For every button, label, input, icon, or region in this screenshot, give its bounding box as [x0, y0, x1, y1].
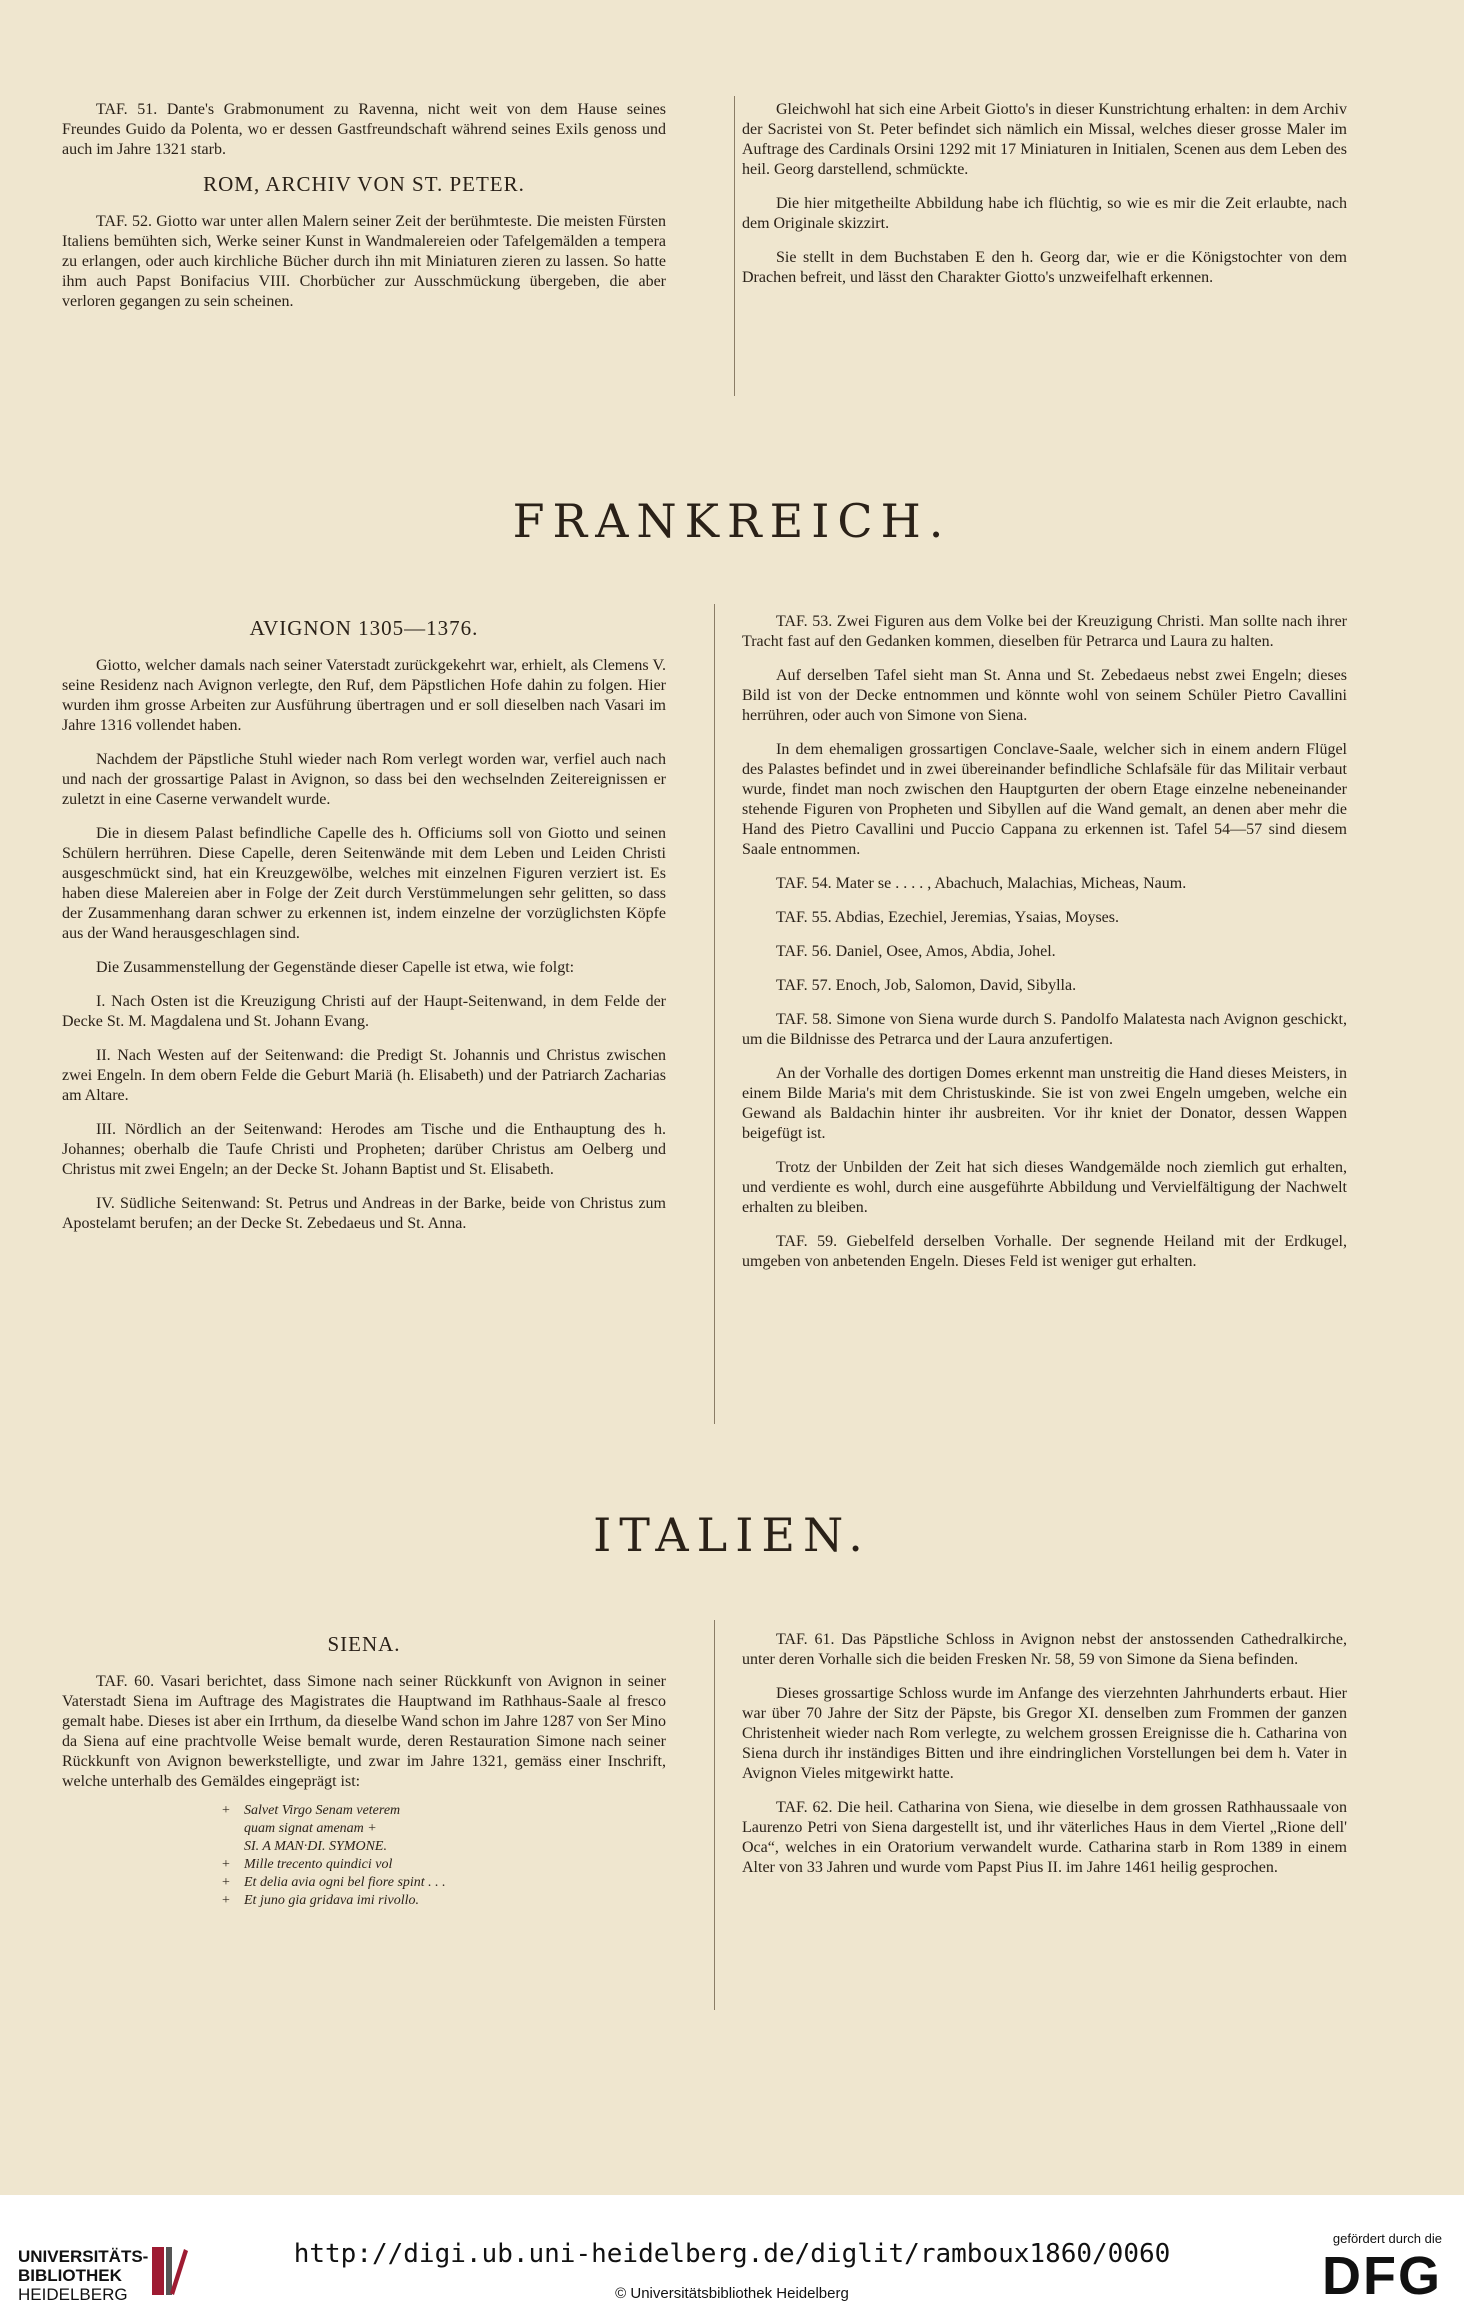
taf61-paragraph: TAF. 61. Das Päpstliche Schloss in Avignon nebst der anstossenden Cathedralkirche, unter deren Vorhalle sich die beiden Fresken Nr. 58, 59 von Simone da Siena befinden. [742, 1631, 1347, 1668]
frankreich-right-paragraph: TAF. 55. Abdias, Ezechiel, Jeremias, Ysaias, Moyses. [776, 909, 1119, 926]
inscription-verse [222, 1802, 666, 1910]
dfg-funding-label: gefördert durch die [1332, 2231, 1442, 2246]
frankreich-right-paragraph: Auf derselben Tafel sieht man St. Anna und St. Zebedaeus nebst zwei Engeln; dieses Bild ist von der Decke entnommen und könnte wohl von seinem Schüler Pietro Cavallini herrühren, oder auch von Simone von Siena. [742, 667, 1347, 724]
frankreich-left-paragraph: III. Nördlich an der Seitenwand: Herodes am Tische und die Enthauptung des h. Johannes; oberhalb die Taufe Christi und Propheten; darüber Christus am Oelberg und Christus mit zwei Engeln; an der Decke St. Johann Baptist und St. Elisabeth. [62, 1121, 666, 1178]
top-column-divider [734, 96, 735, 396]
giotto-missal-paragraph: Gleichwohl hat sich eine Arbeit Giotto's in dieser Kunstrichtung erhalten: in dem Archiv der Sacristei von St. Peter befindet sich nämlich ein Missal, welches dieser grosse Maler im Auftrage des Cardinals Orsini 1292 mit 17 Miniaturen in Initialen, Scenen aus dem Leben des heil. Georg darstellend, schmückte. [742, 101, 1347, 178]
verse-text: Et delia avia ogni bel fiore spint . . . [244, 1875, 446, 1890]
frankreich-left-paragraph: IV. Südliche Seitenwand: St. Petrus und Andreas in der Barke, beide von Christus zum Apostelamt berufen; an der Decke St. Zebedaeus und St. Anna. [62, 1195, 666, 1232]
frankreich-left-paragraph: II. Nach Westen auf der Seitenwand: die Predigt St. Johannis und Christus zwischen zwei Engeln. In dem obern Felde die Geburt Mariä (h. Elisabeth) und der Patriarch Zacharias am Altare. [62, 1047, 666, 1104]
sketch-note-paragraph: Die hier mitgetheilte Abbildung habe ich flüchtig, so wie es mir die Zeit erlaubte, nach dem Originale skizzirt. [742, 195, 1347, 232]
verse-text: Et juno gia gridava imi rivollo. [244, 1893, 419, 1908]
logo-line: UNIVERSITÄTS- [18, 2247, 149, 2266]
frankreich-right-paragraph: TAF. 53. Zwei Figuren aus dem Volke bei der Kreuzigung Christi. Man sollte nach ihrer Tracht fast auf den Gedanken kommen, dieselben für Petrarca und Laura zu halten. [742, 613, 1347, 650]
verse-line [222, 1820, 666, 1838]
italien-right-column [742, 1630, 1347, 1892]
verse-line [222, 1802, 666, 1820]
cross-mark: + [222, 1875, 230, 1890]
top-right-column [742, 100, 1347, 302]
avignon-heading: AVIGNON 1305—1376. [249, 616, 479, 640]
frankreich-title: FRANKREICH. [512, 494, 952, 548]
cross-mark: + [222, 1857, 230, 1872]
dfg-logo[interactable]: DFG [1322, 2246, 1442, 2306]
cross-mark: + [222, 1803, 230, 1818]
frankreich-right-paragraph: TAF. 54. Mater se . . . . , Abachuch, Malachias, Micheas, Naum. [776, 875, 1187, 892]
verse-text: Salvet Virgo Senam veterem [244, 1803, 401, 1818]
frankreich-right-paragraph: In dem ehemaligen grossartigen Conclave-Saale, welcher sich in einem andern Flügel des Palastes befindet und in zwei übereinander befindliche Schlafsäle für das Militair verbaut wurde, findet man noch zwischen den Hauptgurten der obern Etage einzelne nebeneinander stehende Figuren von Propheten und Sibyllen auf die Wand gemalt, an denen aber mehr die Hand des Pietro Cavallini und Puccio Cappana zu erkennen ist. Tafel 54—57 sind diesem Saale entnommen. [742, 741, 1347, 858]
schloss-paragraph: Dieses grossartige Schloss wurde im Anfange des vierzehnten Jahrhunderts erbaut. Hier war über 70 Jahre der Sitz der Päpste, bis Gregor XI. denselben zum Frommen der ganzen Christenheit wieder nach Rom verlegte, zu welchem grossen Ereignisse die h. Catharina von Siena durch ihr inständiges Bitten und ihre eindringlichen Vorstellungen bei dem h. Vater in Avignon Vieles mitgewirkt hatte. [742, 1685, 1347, 1782]
taf62-paragraph: TAF. 62. Die heil. Catharina von Siena, wie dieselbe in dem grossen Rathhaussaale von Laurenzo Petri von Siena dargestellt ist, und ihr väterliches Haus in dem Viertel „Rione dell' Oca“, welches in ein Oratorium verwandelt wurde. Catharina starb in Rom 1389 in einem Alter von 33 Jahren und wurde vom Papst Pius II. im Jahre 1461 heilig gesprochen. [742, 1799, 1347, 1876]
footer-bar [0, 2195, 1464, 2319]
permalink-url[interactable]: http://digi.ub.uni-heidelberg.de/diglit/ramboux1860/0060 [293, 2239, 1171, 2269]
verse-line [222, 1874, 666, 1892]
frankreich-left-paragraph: I. Nach Osten ist die Kreuzigung Christi auf der Haupt-Seitenwand, in dem Felde der Decke St. M. Magdalena und St. Johann Evang. [62, 993, 666, 1030]
verse-text: Mille trecento quindici vol [244, 1857, 393, 1872]
italien-left-column [62, 1628, 666, 1910]
frankreich-right-paragraph: TAF. 56. Daniel, Osee, Amos, Abdia, Johel. [776, 943, 1056, 960]
taf52-paragraph: TAF. 52. Giotto war unter allen Malern seiner Zeit der berühmteste. Die meisten Fürsten Italiens bemühten sich, Werke seiner Kunst in Wandmalereien oder Tafelgemälden a tempera zu erlangen, oder auch kirchliche Bücher durch ihn mit Miniaturen zieren zu lassen. So hatte ihm auch Papst Bonifacius VIII. Chorbücher zur Ausschmückung übergeben, die aber verloren gegangen zu sein scheinen. [62, 213, 666, 310]
frankreich-right-paragraph: Trotz der Unbilden der Zeit hat sich dieses Wandgemälde noch ziemlich gut erhalten, und verdiente es wohl, durch eine ausgeführte Abbildung und Vervielfältigung der Nachwelt erhalten zu bleiben. [742, 1159, 1347, 1216]
frankreich-right-column [742, 612, 1347, 1286]
italien-column-divider [714, 1620, 715, 2010]
taf51-paragraph: TAF. 51. Dante's Grabmonument zu Ravenna, nicht weit von dem Hause seines Freundes Guido da Polenta, wo er dessen Gastfreundschaft während seines Exils genoss und auch im Jahre 1321 starb. [62, 101, 666, 158]
frankreich-right-paragraph: TAF. 58. Simone von Siena wurde durch S. Pandolfo Malatesta nach Avignon geschickt, um die Bildnisse des Petrarca und der Laura anzufertigen. [742, 1011, 1347, 1048]
verse-text: SI. A MAN·DI. SYMONE. [244, 1839, 387, 1854]
rom-archiv-heading: ROM, ARCHIV VON ST. PETER. [203, 172, 525, 196]
verse-line [222, 1856, 666, 1874]
logo-line: BIBLIOTHEK [18, 2266, 122, 2285]
verse-line [222, 1838, 666, 1856]
italien-title: ITALIEN. [593, 1508, 871, 1562]
letter-e-paragraph: Sie stellt in dem Buchstaben E den h. Georg dar, wie er die Königstochter von dem Drachen befreit, und lässt den Charakter Giotto's unzweifelhaft erkennen. [742, 249, 1347, 286]
frankreich-left-paragraph: Giotto, welcher damals nach seiner Vaterstadt zurückgekehrt war, erhielt, als Clemens V. seine Residenz nach Avignon verlegte, den Ruf, dem Päpstlichen Hofe dahin zu folgen. Hier wurden ihm grosse Arbeiten zur Ausführung übertragen und er soll dieselben nach Vasari im Jahre 1316 vollendet haben. [62, 657, 666, 734]
siena-heading: SIENA. [327, 1632, 401, 1656]
frankreich-left-column [62, 612, 666, 1248]
frankreich-left-paragraph: Nachdem der Päpstliche Stuhl wieder nach Rom verlegt worden war, verfiel auch nach und nach der grossartige Palast in Avignon, so dass bei den wechselnden Zeitereignissen er zuletzt in eine Caserne verwandelt wurde. [62, 751, 666, 808]
copyright-notice: © Universitätsbibliothek Heidelberg [615, 2285, 849, 2302]
logo-line: HEIDELBERG [18, 2285, 128, 2304]
frankreich-left-paragraph: Die in diesem Palast befindliche Capelle des h. Officiums soll von Giotto und seinen Schülern herrühren. Diese Capelle, deren Seitenwände mit dem Leben und Leiden Christi ausgeschmückt sind, hat ein Kreuzgewölbe, welches mit einzelnen Figuren verziert ist. Es haben diese Malereien aber in Folge der Zeit durch Verstümmelungen sehr gelitten, so dass der Zusammenhang daran schwer zu erkennen ist, indem einzelne der vorzüglichsten Köpfe aus der Wand herausgeschlagen sind. [62, 825, 666, 942]
cross-mark: + [222, 1893, 230, 1908]
frankreich-left-paragraph: Die Zusammenstellung der Gegenstände dieser Capelle ist etwa, wie folgt: [96, 959, 575, 976]
frankreich-right-paragraph: TAF. 59. Giebelfeld derselben Vorhalle. Der segnende Heiland mit der Erdkugel, umgeben von anbetenden Engeln. Dieses Feld ist weniger gut erhalten. [742, 1233, 1347, 1270]
top-left-column [62, 100, 666, 326]
taf60-paragraph: TAF. 60. Vasari berichtet, dass Simone nach seiner Rückkunft von Avignon in seiner Vaterstadt Siena im Auftrage des Magistrates die Hauptwand im Rathhaus-Saale al fresco gemalt habe. Dieses ist aber ein Irrthum, da dieselbe Wand schon im Jahre 1287 von Ser Mino da Siena auf eine prachtvolle Weise bemalt wurde, deren Restauration Simone nach seiner Rückkunft von Avignon bewerkstelligte, und zwar im Jahre 1321, gemäss einer Inschrift, welche unterhalb des Gemäldes eingeprägt ist: [62, 1673, 666, 1790]
verse-text: quam signat amenam + [244, 1821, 377, 1836]
frankreich-right-paragraph: TAF. 57. Enoch, Job, Salomon, David, Sibylla. [776, 977, 1077, 994]
frankreich-right-paragraph: An der Vorhalle des dortigen Domes erkennt man unstreitig die Hand dieses Meisters, in einem Bilde Maria's mit dem Christuskinde. Sie ist von zwei Engeln umgeben, welche ein Gewand als Baldachin hinter ihr ausbreiten. Vor ihr kniet der Donator, dessen Wappen beigefügt ist. [742, 1065, 1347, 1142]
frankreich-column-divider [714, 604, 715, 1424]
verse-line [222, 1892, 666, 1910]
